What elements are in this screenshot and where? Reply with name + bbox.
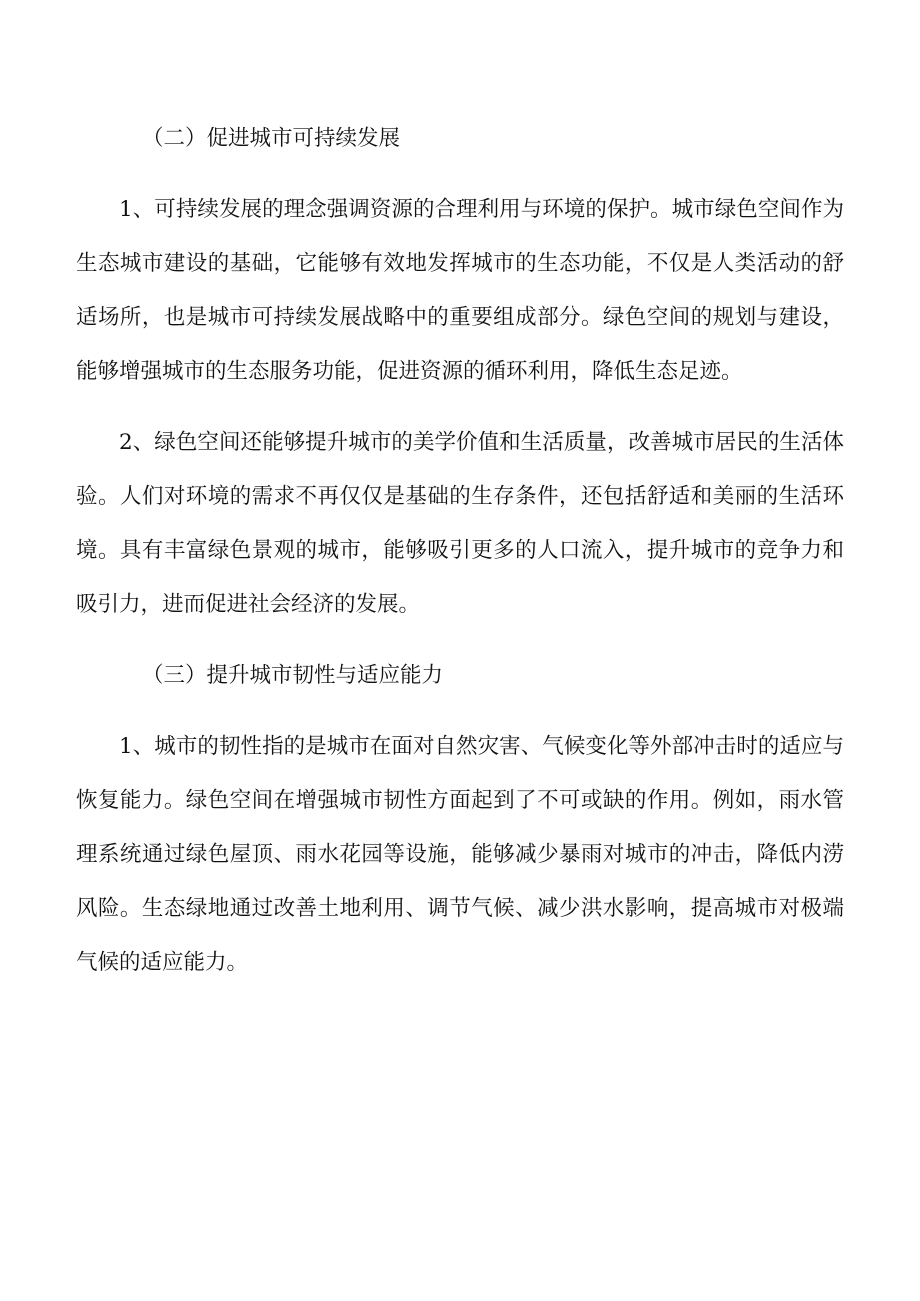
section-heading-3: （三）提升城市韧性与适应能力	[142, 663, 444, 688]
document-body	[76, 112, 844, 1007]
paragraph-2-1: 1、可持续发展的理念强调资源的合理利用与环境的保护。城市绿色空间作为生态城市建设的基础，它能够有效地发挥城市的生态功能，不仅是人类活动的舒适场所，也是城市可持续发展战略中的重要组成部分。绿色空间的规划与建设，能够增强城市的生态服务功能，促进资源的循环利用，降低生态足迹。	[76, 197, 844, 384]
paragraph-2-2: 2、绿色空间还能够提升城市的美学价值和生活质量，改善城市居民的生活体验。人们对环境的需求不再仅仅是基础的生存条件，还包括舒适和美丽的生活环境。具有丰富绿色景观的城市，能够吸引更多的人口流入，提升城市的竞争力和吸引力，进而促进社会经济的发展。	[76, 430, 844, 617]
section-heading-2: （二）促进城市可持续发展	[142, 126, 401, 151]
paragraph-3-1: 1、城市的韧性指的是城市在面对自然灾害、气候变化等外部冲击时的适应与恢复能力。绿色空间在增强城市韧性方面起到了不可或缺的作用。例如，雨水管理系统通过绿色屋顶、雨水花园等设施，能够减少暴雨对城市的冲击，降低内涝风险。生态绿地通过改善土地利用、调节气候、减少洪水影响，提高城市对极端气候的适应能力。	[76, 734, 844, 975]
